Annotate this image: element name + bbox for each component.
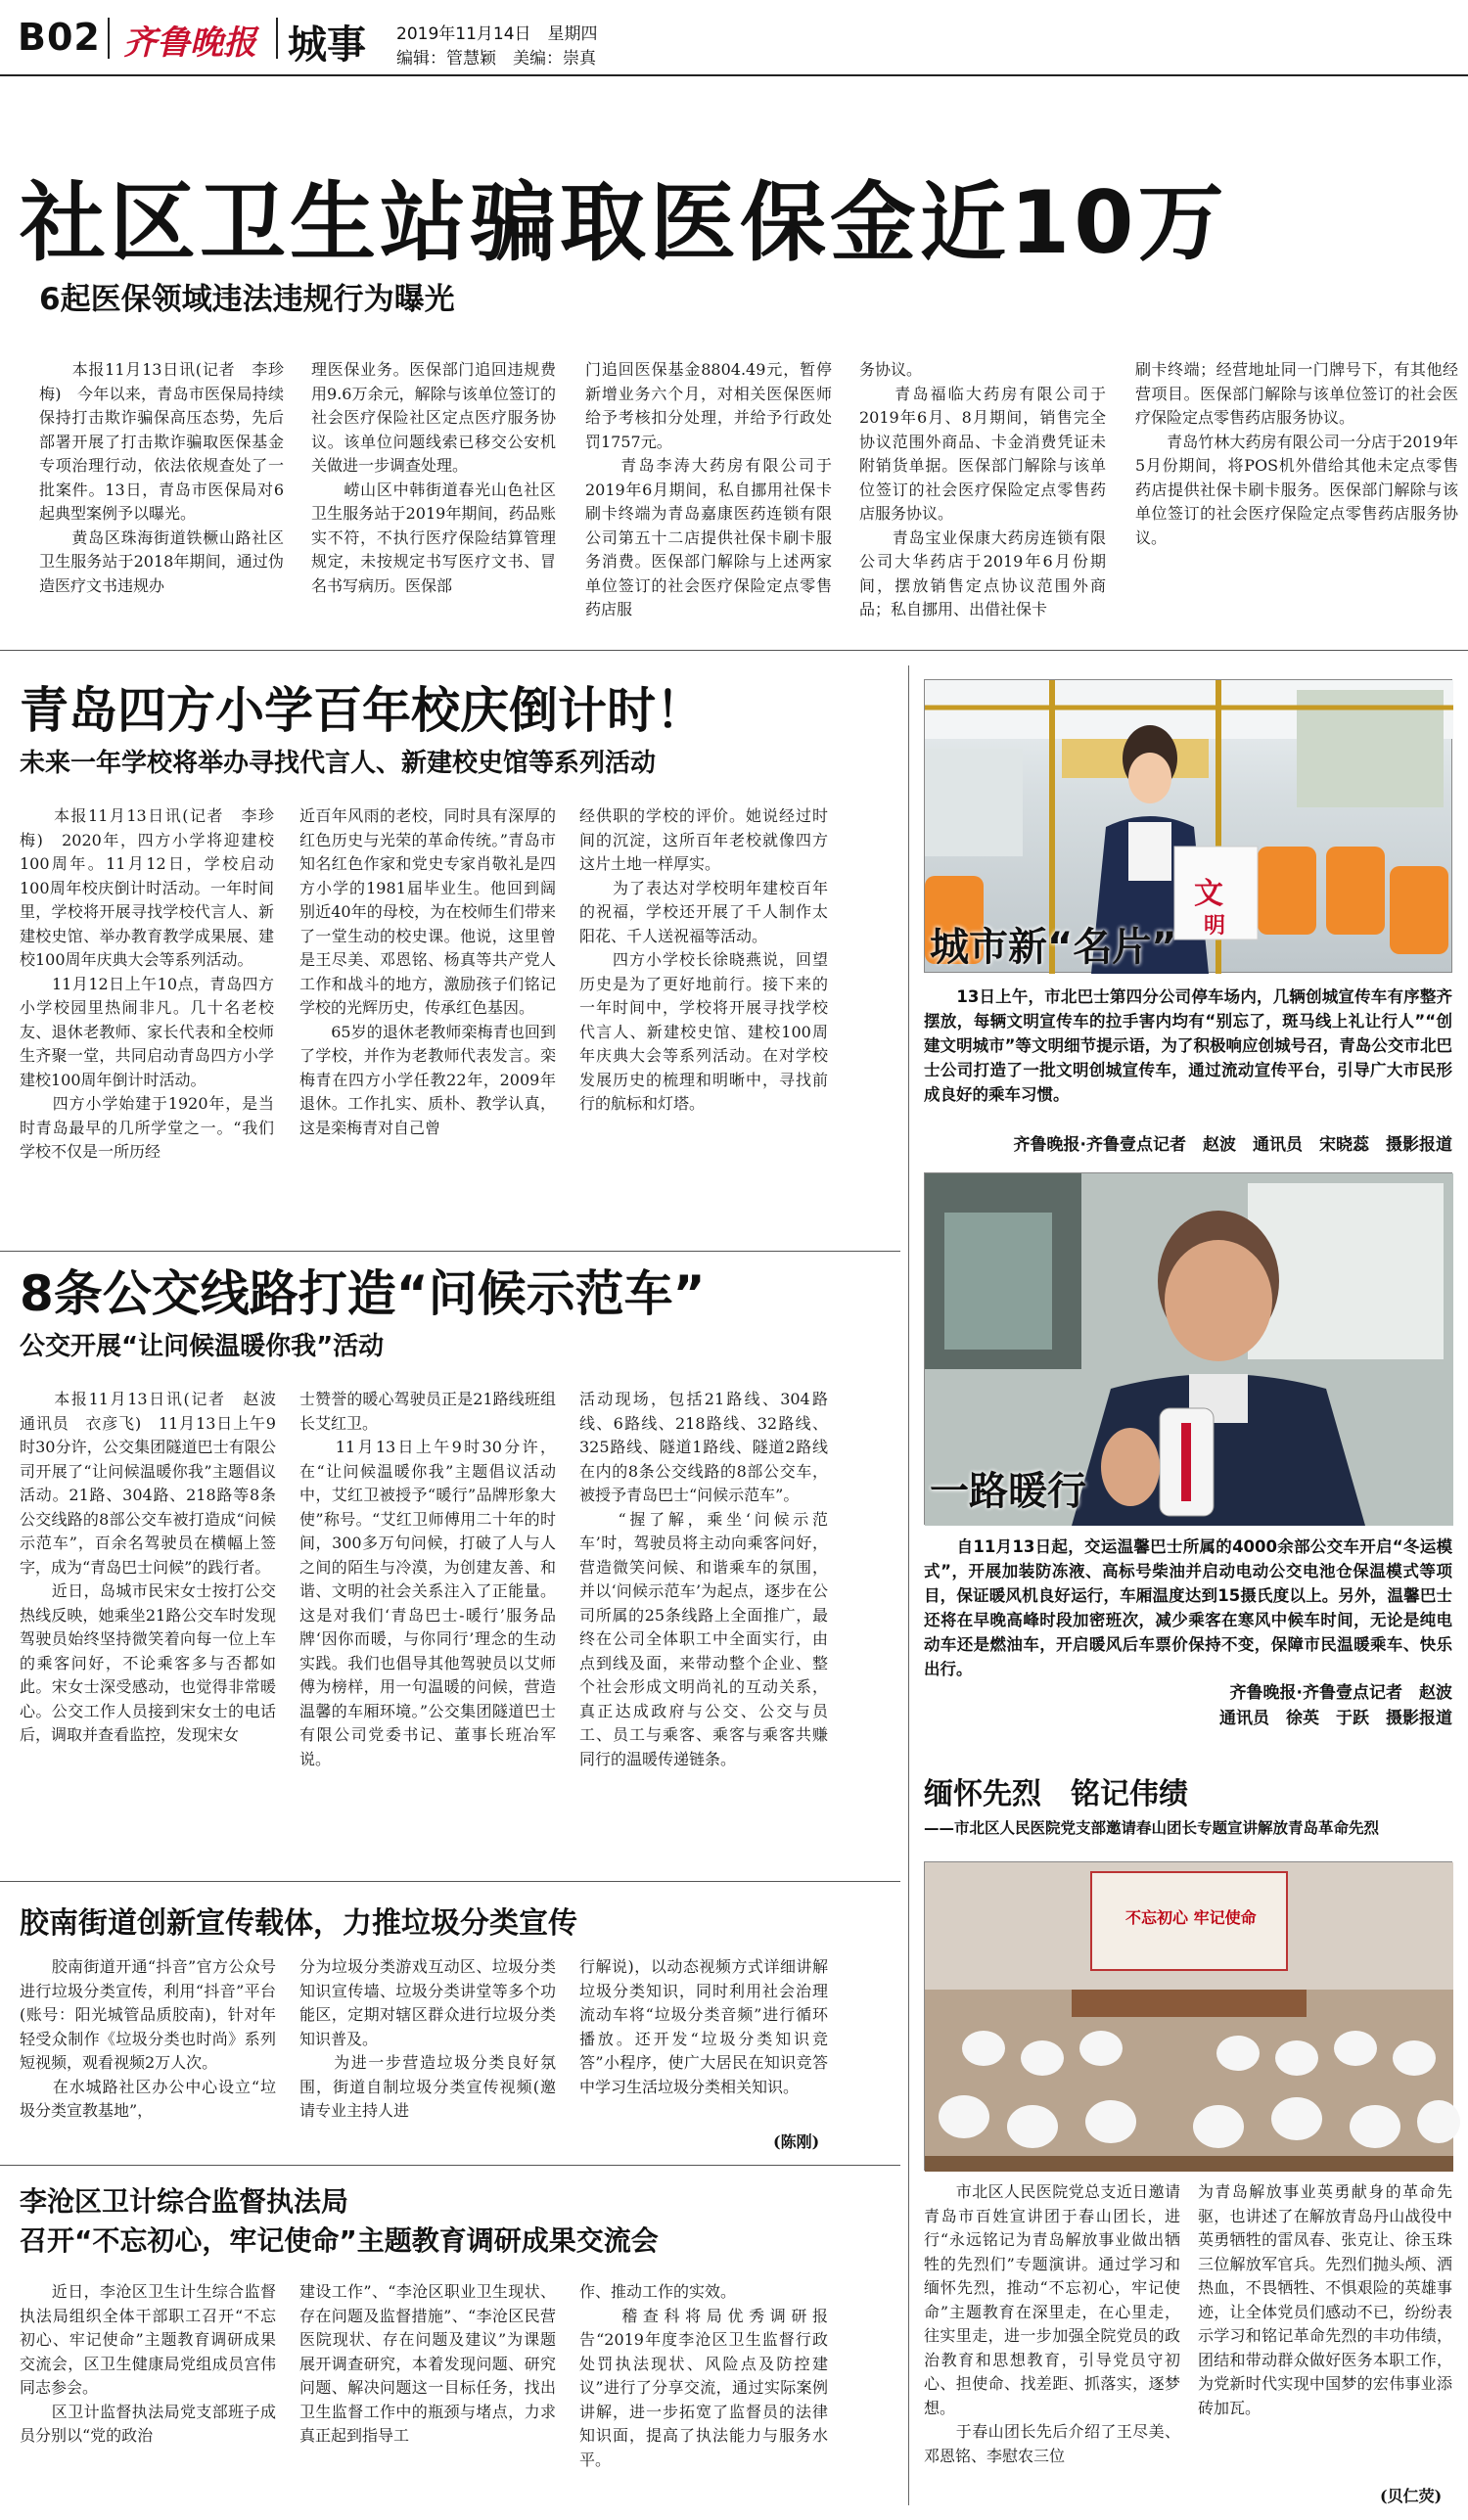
byline: (贝仁荧) xyxy=(1380,2487,1443,2505)
subheadline: 6起医保领域违法违规行为曝光 xyxy=(39,282,455,317)
headline: 胶南街道创新宣传载体，力推垃圾分类宣传 xyxy=(20,1906,577,1941)
body-col-1: 本报11月13日讯(记者 李珍梅) 今年以来，青岛市医保局持续保持打击欺诈骗保高压态势，先后部署开展了打击欺诈骗取医保基金专项治理行动，依法依规查处了一批案件。13日，青岛市医保局对6起典型案例予以曝光。 黄岛区珠海街道铁橛山路社区卫生服务站于2018年期间，通过伪造医疗文书违规办 xyxy=(39,360,284,595)
body-col-5: 刷卡终端；经营地址同一门牌号下，有其他经营项目。医保部门解除与该单位签订的社会医疗保险定点零售药店服务协议。 青岛竹林大药房有限公司一分店于2019年5月份期间，将POS机外借给其他未定点零售药店提供社保卡刷卡服务。医保部门解除与该单位签订的社会医疗保险定点零售药店服务协议。 xyxy=(1135,360,1458,547)
banner-text: 不忘初心 牢记使命 xyxy=(1125,1908,1257,1927)
photo-credit: 齐鲁晚报·齐鲁壹点记者 赵波 通讯员 宋晓蕊 摄影报道 xyxy=(1013,1135,1452,1155)
paper-logo: 齐鲁晚报 xyxy=(123,23,256,63)
body-col-1: 近日，李沧区卫生计生综合监督执法局组织全体干部职工召开“不忘初心、牢记使命”主题教育调研成果交流会，区卫生健康局党组成员宫伟同志参会。 区卫计监督执法局党支部班子成员分别以“党的政治 xyxy=(20,2282,276,2445)
body-col-3: 作、推动工作的实效。 稽查科将局优秀调研报告“2019年度李沧区卫生监督行政处罚执法现状、风险点及防控建议”进行了分享交流，通过实际案例讲解，进一步拓宽了监督员的法律知识面，提高了执法能力与服务水平。 xyxy=(579,2282,828,2469)
svg-text:明: 明 xyxy=(1204,914,1226,939)
headline-line-2: 召开“不忘初心，牢记使命”主题教育调研成果交流会 xyxy=(20,2224,659,2257)
body-col-4: 务协议。 青岛福临大药房有限公司于2019年6月、8月期间，销售完全协议范围外商品、卡金消费凭证未附销货单据。医保部门解除与该单位签订的社会医疗保险定点零售药店服务协议。 青岛宝业保康大药房连锁有限公司大华药店于2019年6月份期间，摆放销售定点协议范围外商品；私自挪用、出借社保卡 xyxy=(859,360,1106,619)
headline: 8条公交线路打造“问候示范车” xyxy=(20,1265,706,1322)
body-col-2: 近百年风雨的老校，同时具有深厚的红色历史与光荣的革命传统。”青岛市知名红色作家和党史专家肖敬礼是四方小学的1981届毕业生。他回到阔别近40年的母校，为在校师生们带来了一堂生动的校史课。他说，这里曾是王尽美、邓恩铭、杨真等共产党人工作和战斗的地方，激励孩子们铭记学校的光辉历史，传承红色基因。 65岁的退休老教师栾梅青也回到了学校，并作为老教师代表发言。栾梅青在四方小学任教22年，2009年退休。工作扎实、质朴、教学认真，这是栾梅青对自己曾 xyxy=(299,806,556,1137)
subheadline: 未来一年学校将举办寻找代言人、新建校史馆等系列活动 xyxy=(20,749,657,778)
subheadline: ——市北区人民医院党支部邀请春山团长专题宣讲解放青岛革命先烈 xyxy=(924,1819,1380,1837)
photo-credit: 通讯员 徐英 于跃 摄影报道 xyxy=(1219,1709,1452,1728)
photo-caption: 自11月13日起，交运温馨巴士所属的4000余部公交车开启“冬运模式”，开展加装防冻液、高标号柴油并启动电动公交电池仓保温模式等项目，保证暖风机良好运行，车厢温度达到15摄氏度以上。另外，温馨巴士还将在早晚高峰时段加密班次，减少乘客在寒风中候车时间，无论是纯电动车还是燃油车，开启暖风后车票价保持不变，保障市民温暖乘车、快乐出行。 xyxy=(924,1537,1452,1678)
body-col-2: 理医保业务。医保部门追回违规费用9.6万余元，解除与该单位签订的社会医疗保险社区定点医疗服务协议。该单位问题线索已移交公安机关做进一步调查处理。 崂山区中韩街道春光山色社区卫生服务站于2019年期间，药品账实不符，不执行医疗保险结算管理规定，未按规定书写医疗文书、冒名书写病历。医保部 xyxy=(311,360,556,595)
body-col-1: 市北区人民医院党总支近日邀请青岛市百姓宣讲团于春山团长，进行“永远铭记为青岛解放事业做出牺牲的先烈们”专题演讲。通过学习和缅怀先烈，推动“不忘初心，牢记使命”主题教育在深里走，在心里走，往实里走，进一步加强全院党员的政治教育和思想教育，引导党员守初心、担使命、找差距、抓落实，逐梦想。 于春山团长先后介绍了王尽美、邓恩铭、李慰农三位 xyxy=(924,2182,1180,2465)
body-col-3: 经供职的学校的评价。她说经过时间的沉淀，这所百年老校就像四方这片土地一样厚实。 为了表达对学校明年建校百年的祝福，学校还开展了千人制作太阳花、千人送祝福等活动。 四方小学校长徐晓燕说，回望历史是为了更好地前行。接下来的一年时间中，学校将开展寻找学校代言人、新建校史馆、建校100周年庆典大会等系列活动。在对学校发展历史的梳理和明晰中，寻找前行的航标和灯塔。 xyxy=(579,806,828,1113)
body-col-2: 士赞誉的暖心驾驶员正是21路线班组长艾红卫。 11月13日上午9时30分许，在“让问候温暖你我”主题倡议活动中，艾红卫被授予“暖行”品牌形象大使”称号。“艾红卫师傅用二十年的时间，300多万句问候，打破了人与人之间的陌生与冷漠，为创建友善、和谐、文明的社会关系注入了正能量。这是对我们‘青岛巴士-暖行’服务品牌‘因你而暖，与你同行’理念的生动实践。我们也倡导其他驾驶员以艾师傅为榜样，用一句温暖的问候，营造温馨的车厢环境。”公交集团隧道巴士有限公司党委书记、董事长班冶军说。 xyxy=(299,1390,556,1768)
body-col-1: 胶南街道开通“抖音”官方公众号进行垃圾分类宣传，利用“抖音”平台(账号：阳光城管品质胶南)，针对年轻受众制作《垃圾分类也时尚》系列短视频，观看视频2万人次。 在水城路社区办公中心设立“垃圾分类宣教基地”， xyxy=(20,1957,276,2120)
svg-text:文: 文 xyxy=(1194,877,1223,911)
editor-line: 编辑：管慧颖 美编：崇真 xyxy=(396,49,596,69)
headline: 缅怀先烈 铭记伟绩 xyxy=(924,1777,1188,1811)
body-col-2: 为青岛解放事业英勇献身的革命先驱，也讲述了在解放青岛丹山战役中英勇牺牲的雷凤春、张克让、徐玉珠三位解放军官兵。先烈们抛头颅、洒热血，不畏牺牲、不惧艰险的英雄事迹，让全体党员们感动不已，纷纷表示学习和铭记革命先烈的丰功伟绩，团结和带动群众做好医务本职工作，为党新时代实现中国梦的宏伟事业添砖加瓦。 xyxy=(1198,2182,1452,2417)
issue-date: 2019年11月14日 星期四 xyxy=(396,24,598,44)
body-col-3: 活动现场，包括21路线、304路线、6路线、218路线、32路线、325路线、隧道1路线、隧道2路线在内的8条公交线路的8部公交车，被授予青岛巴士“问候示范车”。 “握了解，乘坐‘问候示范车’时，驾驶员将主动向乘客问好，营造微笑问候、和谐乘车的氛围，并以‘问候示范车’为起点，逐步在公司所属的25条线路上全面推广，最终在公司全体职工中全面实行，由点到线及面，来带动整个企业、整个社会形成文明尚礼的互动关系，真正达成政府与公交、公交与员工、员工与乘客、乘客与乘客共赚同行的温暖传递链条。 xyxy=(579,1390,828,1768)
body-col-2: 分为垃圾分类游戏互动区、垃圾分类知识宣传墙、垃圾分类讲堂等多个功能区，定期对辖区群众进行垃圾分类知识普及。 为进一步营造垃圾分类良好氛围，街道自制垃圾分类宣传视频(邀请专业主持人进 xyxy=(299,1957,556,2120)
page-number: B02 xyxy=(18,16,101,59)
headline-line-1: 李沧区卫计综合监督执法局 xyxy=(20,2185,349,2218)
photo-tag: 一路暖行 xyxy=(930,1469,1086,1514)
section-name: 城事 xyxy=(288,23,366,68)
body-col-3: 门追回医保基金8804.49元，暂停新增业务六个月，对相关医保医师给予考核扣分处理，并给予行政处罚1757元。 青岛李涛大药房有限公司于2019年6月期间，私自挪用社保卡刷卡终端为青岛嘉康医药连锁有限公司第五十二店提供社保卡刷卡服务消费。医保部门解除与上述两家单位签订的社会医疗保险定点零售药店服 xyxy=(585,360,832,619)
photo-caption: 13日上午，市北巴士第四分公司停车场内，几辆创城宣传车有序整齐摆放，每辆文明宣传车的拉手害内均有“别忘了，斑马线上礼让行人”“创建文明城市”等文明细节提示语，为了积极响应创城号召，青岛公交市北巴士公司打造了一批文明创城宣传车，通过流动宣传平台，引导广大市民形成良好的乘车习惯。 xyxy=(924,987,1452,1104)
headline: 青岛四方小学百年校庆倒计时！ xyxy=(20,682,705,739)
body-col-1: 本报11月13日讯(记者 赵波 通讯员 衣彦飞) 11月13日上午9时30分许，公交集团隧道巴士有限公司开展了“让问候温暖你我”主题倡议活动。21路、304路、218路等8条公交线路的8部公交车被打造成“问候示范车”，百余名驾驶员在横幅上签字，成为“青岛巴士问候”的践行者。 近日，岛城市民宋女士按打公交热线反映，她乘坐21路公交车时发现驾驶员始终坚持微笑着向每一位上车的乘客问好，不论乘客多与否都如此。宋女士深受感动，也觉得非常暖心。公交工作人员接到宋女士的电话后，调取并查看监控，发现宋女 xyxy=(20,1390,276,1744)
byline: (陈刚) xyxy=(773,2132,820,2151)
body-col-3: 行解说)，以动态视频方式详细讲解垃圾分类知识，同时利用社会治理流动车将“垃圾分类音频”进行循环播放。还开发“垃圾分类知识竞答”小程序，使广大居民在知识竞答中学习生活垃圾分类相关知识。 xyxy=(579,1957,828,2096)
body-col-2: 建设工作”、“李沧区职业卫生现状、存在问题及监督措施”、“李沧区民营医院现状、存在问题及建议”为课题展开调查研究，本着发现问题、研究问题、解决问题这一目标任务，找出卫生监督工作中的瓶颈与堵点，力求真正起到指导工 xyxy=(299,2282,556,2445)
masthead xyxy=(0,0,1468,76)
photo-tag: 城市新“名片” xyxy=(930,925,1177,970)
lecture-photo xyxy=(924,1861,1452,2171)
subheadline: 公交开展“让问候温暖你我”活动 xyxy=(20,1332,385,1361)
headline: 社区卫生站骗取医保金近10万 xyxy=(20,172,1228,273)
photo-credit: 齐鲁晚报·齐鲁壹点记者 赵波 xyxy=(1229,1683,1452,1703)
body-col-1: 本报11月13日讯(记者 李珍梅) 2020年，四方小学将迎建校100周年。11月12日，学校启动100周年校庆倒计时活动。一年时间里，学校将开展寻找学校代言人、新建校史馆、举办教育教学成果展、建校100周年庆典大会等系列活动。 11月12日上午10点，青岛四方小学校园里热闹非凡。几十名老校友、退休老教师、家长代表和全校师生齐聚一堂，共同启动青岛四方小学建校100周年倒计时活动。 四方小学始建于1920年，是当时青岛最早的几所学堂之一。“我们学校不仅是一所历经 xyxy=(20,806,274,1161)
